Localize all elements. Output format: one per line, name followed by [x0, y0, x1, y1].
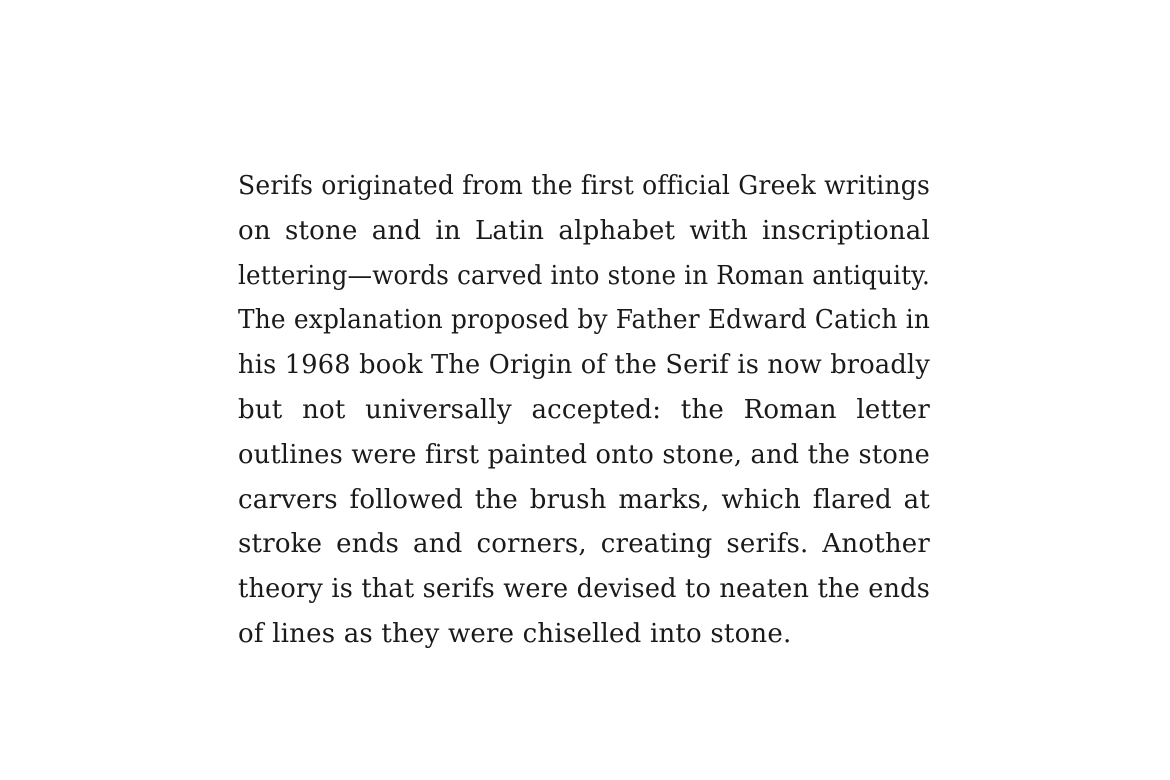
paragraph-line: The explanation proposed by Father Edward Catich in: [238, 305, 930, 336]
paragraph-line: his 1968 book The Origin of the Serif is now broadly: [238, 350, 930, 381]
paragraph-line: of lines as they were chiselled into stone.: [238, 618, 792, 649]
paragraph-line: outlines were first painted onto stone, and the stone: [238, 439, 930, 470]
paragraph-line: on stone and in Latin alphabet with inscriptional: [238, 215, 930, 246]
paragraph-line: Serifs originated from the first official Greek writings: [238, 171, 930, 201]
paragraph: [238, 164, 930, 657]
paragraph-line: but not universally accepted: the Roman letter: [238, 394, 930, 425]
paragraph-line: lettering—words carved into stone in Roman antiquity.: [238, 260, 930, 291]
paragraph-line: carvers followed the brush marks, which flared at: [238, 484, 930, 515]
paragraph-line: stroke ends and corners, creating serifs. Another: [238, 529, 930, 560]
paragraph-line: theory is that serifs were devised to neaten the ends: [238, 574, 930, 605]
